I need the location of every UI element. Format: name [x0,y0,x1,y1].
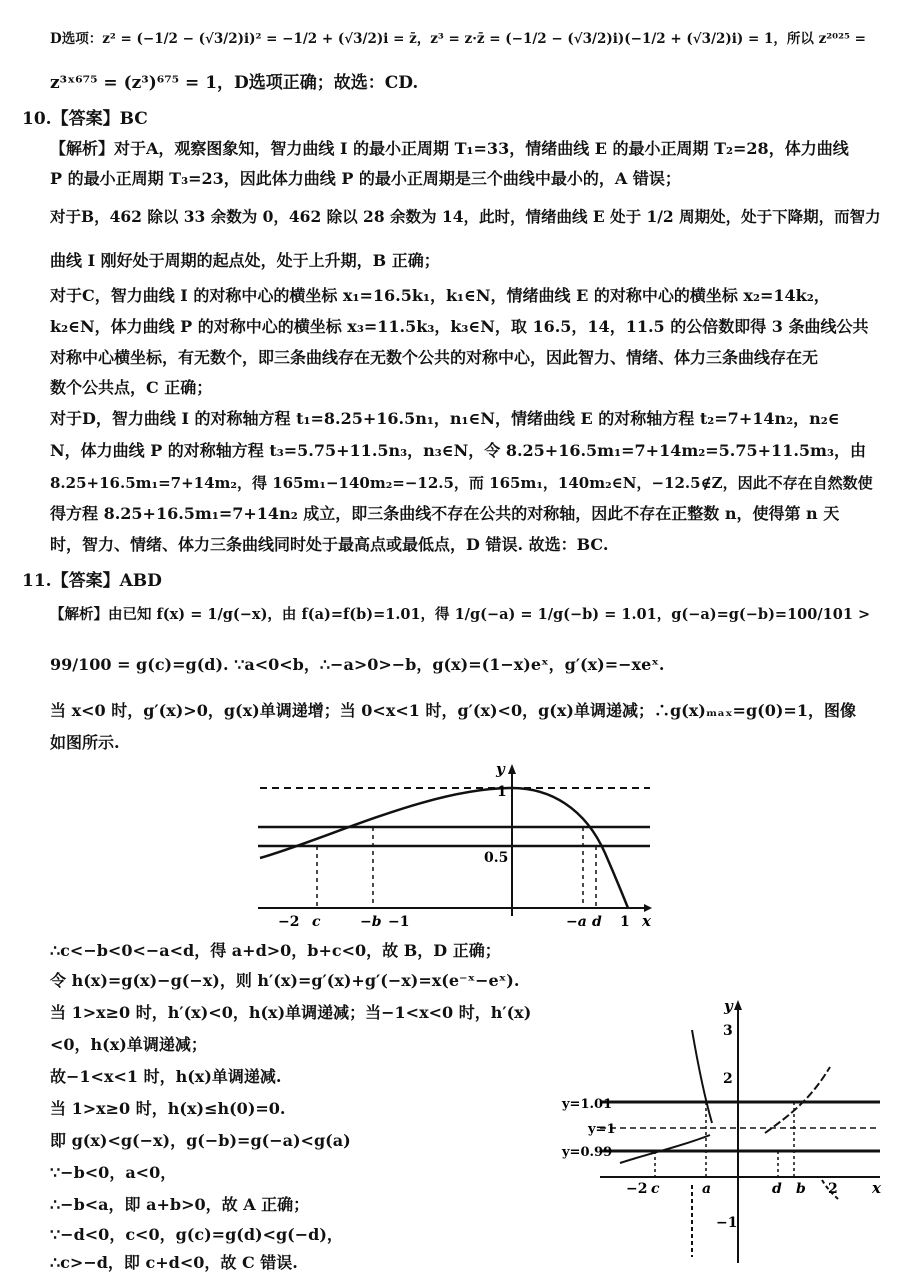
q10-line: 时，智力、情绪、体力三条曲线同时处于最高点或最低点，D 错误. 故选：BC. [50,535,609,554]
q10-line: k₂∈N，体力曲线 P 的对称中心的横坐标 x₃=11.5k₃，k₃∈N，取 16.5，14，11.5 的公倍数即得 3 条曲线公共 [50,317,869,336]
q10-line: 得方程 8.25+16.5m₁=7+14n₂ 成立，即三条曲线不存在公共的对称轴，因此不存在正整数 n，使得第 n 天 [50,504,840,523]
y-label: y [496,760,505,778]
y-axis-arrow [508,764,516,774]
q10-line: 【解析】对于A，观察图象知，智力曲线 I 的最小正周期 T₁=33，情绪曲线 E 的最小正周期 T₂=28，体力曲线 [50,139,849,158]
xtick: c [312,914,321,930]
q11-line: ∴c<−b<0<−a<d，得 a+d>0，b+c<0，故 B，D 正确； [50,941,501,960]
q10-line: 8.25+16.5m₁=7+14m₂，得 165m₁−140m₂=−12.5，而 165m₁，140m₂∈N，−12.5∉Z，因此不存在自然数使 [50,474,873,492]
q11-line: 如图所示. [50,733,120,752]
xtick: −2 [626,1181,648,1197]
line-label: y=0.99 [562,1145,613,1160]
q11-line: <0，h(x)单调递减； [50,1035,207,1054]
q10-line: 数个公共点，C 正确； [50,378,213,397]
x-label: x [642,912,651,930]
q11-line: ∴c>−d，即 c+d<0，故 C 错误. [50,1253,298,1272]
q9-line-1: D选项：z² = (−1/2 − (√3/2)i)² = −1/2 + (√3/2)i = z̄，z³ = z·z̄ = (−1/2 − (√3/2)i)(−1/2 + (√3/2)i) = 1，所以 z²⁰²⁵ = [50,31,866,47]
q11-line: 【解析】由已知 f(x) = 1/g(−x)，由 f(a)=f(b)=1.01，得 1/g(−a) = 1/g(−b) = 1.01，g(−a)=g(−b)=100/101 > [50,606,871,623]
q11-line: 99/100 = g(c)=g(d). ∵a<0<b，∴−a>0>−b，g(x)=(1−x)eˣ，g′(x)=−xeˣ. [50,655,665,674]
q10-line: 曲线 I 刚好处于周期的起点处，处于上升期，B 正确； [50,251,440,270]
curve-left [620,1135,710,1163]
xtick: d [772,1181,782,1197]
xtick: −b [360,914,382,930]
tick-05: 0.5 [484,850,509,866]
q11-line: ∵−b<0，a<0， [50,1163,177,1182]
q10-line: P 的最小正周期 T₃=23，因此体力曲线 P 的最小正周期是三个曲线中最小的，A 错误； [50,169,681,188]
ytick: −1 [716,1215,738,1231]
ytick: 2 [723,1071,733,1087]
q11-line: ∵−d<0，c<0，g(c)=g(d)<g(−d)， [50,1225,343,1244]
line-label: y=1 [588,1122,616,1137]
q11-line: 即 g(x)<g(−x)，g(−b)=g(−a)<g(a) [50,1131,351,1150]
q11-line: 当 1>x≥0 时，h′(x)<0，h(x)单调递减；当−1<x<0 时，h′(x) [50,1003,532,1022]
q10-line: N，体力曲线 P 的对称轴方程 t₃=5.75+11.5n₃，n₃∈N，令 8.25+16.5m₁=7+14m₂=5.75+11.5m₃，由 [50,441,866,460]
y-label: y [724,997,733,1015]
q11-heading: 11.【答案】ABD [22,571,162,591]
curve-g [260,788,628,908]
figure-g-graph [250,758,670,933]
q11-line: 故−1<x<1 时，h(x)单调递减. [50,1067,282,1086]
x-axis-arrow [644,904,652,912]
q11-line: 令 h(x)=g(x)−g(−x)，则 h′(x)=g′(x)+g′(−x)=x(e⁻ˣ−eˣ). [50,971,520,990]
x-label: x [872,1179,881,1197]
q11-line: 当 1>x≥0 时，h(x)≤h(0)=0. [50,1099,286,1118]
xtick: d [592,914,602,930]
xtick: a [702,1181,712,1197]
q10-line: 对于C，智力曲线 I 的对称中心的横坐标 x₁=16.5k₁，k₁∈N，情绪曲线 E 的对称中心的横坐标 x₂=14k₂， [50,286,830,305]
tick-1: 1 [497,784,507,800]
xtick: 1 [620,914,630,930]
q10-line: 对称中心横坐标，有无数个，即三条曲线存在无数个公共的对称中心，因此智力、情绪、体力三条曲线存在无 [50,348,819,367]
line-label: y=1.01 [562,1097,613,1112]
y-axis-arrow [734,1000,742,1010]
curve-steep [692,1030,712,1123]
ytick: 3 [723,1023,733,1039]
q10-heading: 10.【答案】BC [22,109,148,129]
xtick: −1 [388,914,410,930]
q10-line: 对于B，462 除以 33 余数为 0，462 除以 28 余数为 14，此时，情绪曲线 E 处于 1/2 周期处，处于下降期，而智力 [50,207,881,226]
xtick: c [651,1181,660,1197]
xtick: −a [566,914,587,930]
figure-h-graph [560,995,890,1270]
q11-line: 当 x<0 时，g′(x)>0，g(x)单调递增；当 0<x<1 时，g′(x)<0，g(x)单调递减；∴g(x)ₘₐₓ=g(0)=1，图像 [50,701,856,720]
xtick: −2 [278,914,300,930]
xtick: 2 [828,1181,838,1197]
q10-line: 对于D，智力曲线 I 的对称轴方程 t₁=8.25+16.5n₁，n₁∈N，情绪曲线 E 的对称轴方程 t₂=7+14n₂，n₂∈ [50,409,840,428]
xtick: b [796,1181,806,1197]
curve-right [765,1067,830,1133]
q9-line-2: z³ˣ⁶⁷⁵ = (z³)⁶⁷⁵ = 1，D选项正确；故选：CD. [50,73,419,93]
q11-line: ∴−b<a，即 a+b>0，故 A 正确； [50,1195,310,1214]
